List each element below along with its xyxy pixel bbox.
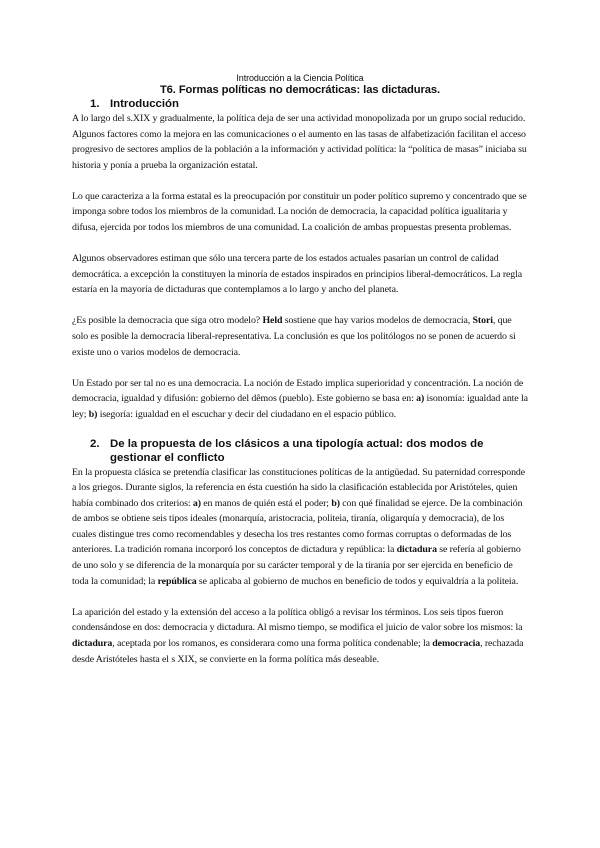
section-2-paragraph-2: La aparición del estado y la extensión del acceso a la política obligó a revisar los términos. Los seis tipos fueron condensándose en dos: democracia y dictadura. Al mismo tiempo, se modifica el juicio de valor sobre los mismos: la dictadura, aceptada por los romanos, es considerara como una forma política condenable; la democracia, rechazada desde Aristóteles hasta el s XIX, se convierte en la forma política más deseable. <box>72 606 524 665</box>
section-2-number: 2. <box>90 437 100 450</box>
section-1-heading <box>72 97 528 111</box>
document-title: T6. Formas políticas no democráticas: las dictaduras. <box>159 84 441 96</box>
section-1-paragraph-4: ¿Es posible la democracia que siga otro modelo? Held sostiene que hay varios modelos de democracia, Stori, que solo es posible la democracia liberal-representativa. La conclusión es que los politólogos no se ponen de acuerdo si existe uno o varios modelos de democracia. <box>72 315 516 358</box>
author-stori: Stori <box>472 315 493 327</box>
section-1-number: 1. <box>90 98 100 110</box>
section-2-paragraph-1: En la propuesta clásica se pretendía clasificar las constituciones políticas de la antigüedad. Su paternidad corresponde a los griegos. Durante siglos, la referencia en ésta cuestión ha sido la clasificación establecida por Aristóteles, quien había combinado dos criterios: a) en manos de quién está el poder; b) con qué finalidad se ejerce. De la combinación de ambos se obtiene seis tipos ideales (monarquía, aristocracia, politeia, tiranía, oligarquía y democracia), de los cuales distingue tres como recomendables y desecha los tres restantes como formas corruptas o deformadas de los anteriores. La tradición romana incorporó los conceptos de dictadura y república: la dictadura se refería al gobierno de uno solo y se diferencia de la monarquía por su carácter temporal y de la tiranía por ser ejercida en beneficio de toda la comunidad; la república se aplicaba al gobierno de muchos en beneficio de todos y equivaldría a la politeia. <box>72 466 526 587</box>
section-2-title: De la propuesta de los clásicos a una tipología actual: dos modos de gestionar el conflicto <box>110 437 484 464</box>
course-name: Introducción a la Ciencia Política <box>236 73 364 83</box>
section-1-title: Introducción <box>110 98 179 110</box>
author-held: Held <box>262 315 283 327</box>
section-2-heading <box>72 437 528 465</box>
section-1-paragraph-1: A lo largo del s.XIX y gradualmente, la política deja de ser una actividad monopolizada por un grupo social reducido. Algunos factores como la mejora en las comunicaciones o el aumento en las tasas de alfabetización facilitan el acceso progresivo de sectores amplios de la población a la información y actividad política: la “política de masas” iniciaba su historia y ponía a prueba la organización estatal. <box>72 113 527 171</box>
section-1-paragraph-3: Algunos observadores estiman que sólo una tercera parte de los estados actuales pasarían un control de calidad democrática. a excepción la constituyen la minoría de estados inspirados en principios liberal-democráticos. La regla estaría en la mayoría de dictaduras que contemplamos a lo largo y ancho del planeta. <box>72 253 523 296</box>
section-1-paragraph-2: Lo que caracteriza a la forma estatal es la preocupación por constituir un poder político supremo y concentrado que se imponga sobre todos los miembros de la comunidad. La noción de democracia, la capacidad política igualitaria y difusa, ejercida por todos los miembros de una comunidad. La coalición de ambas propuestas presenta problemas. <box>72 190 527 234</box>
section-1-paragraph-5: Un Estado por ser tal no es una democracia. La noción de Estado implica superioridad y concentración. La noción de democracia, igualdad y difusión: gobierno del dêmos (pueblo). Este gobierno se basa en: a) isonomía: igualdad ante la ley; b) isegoría: igualdad en el escuchar y decir del ciudadano en el espacio público. <box>72 377 528 420</box>
